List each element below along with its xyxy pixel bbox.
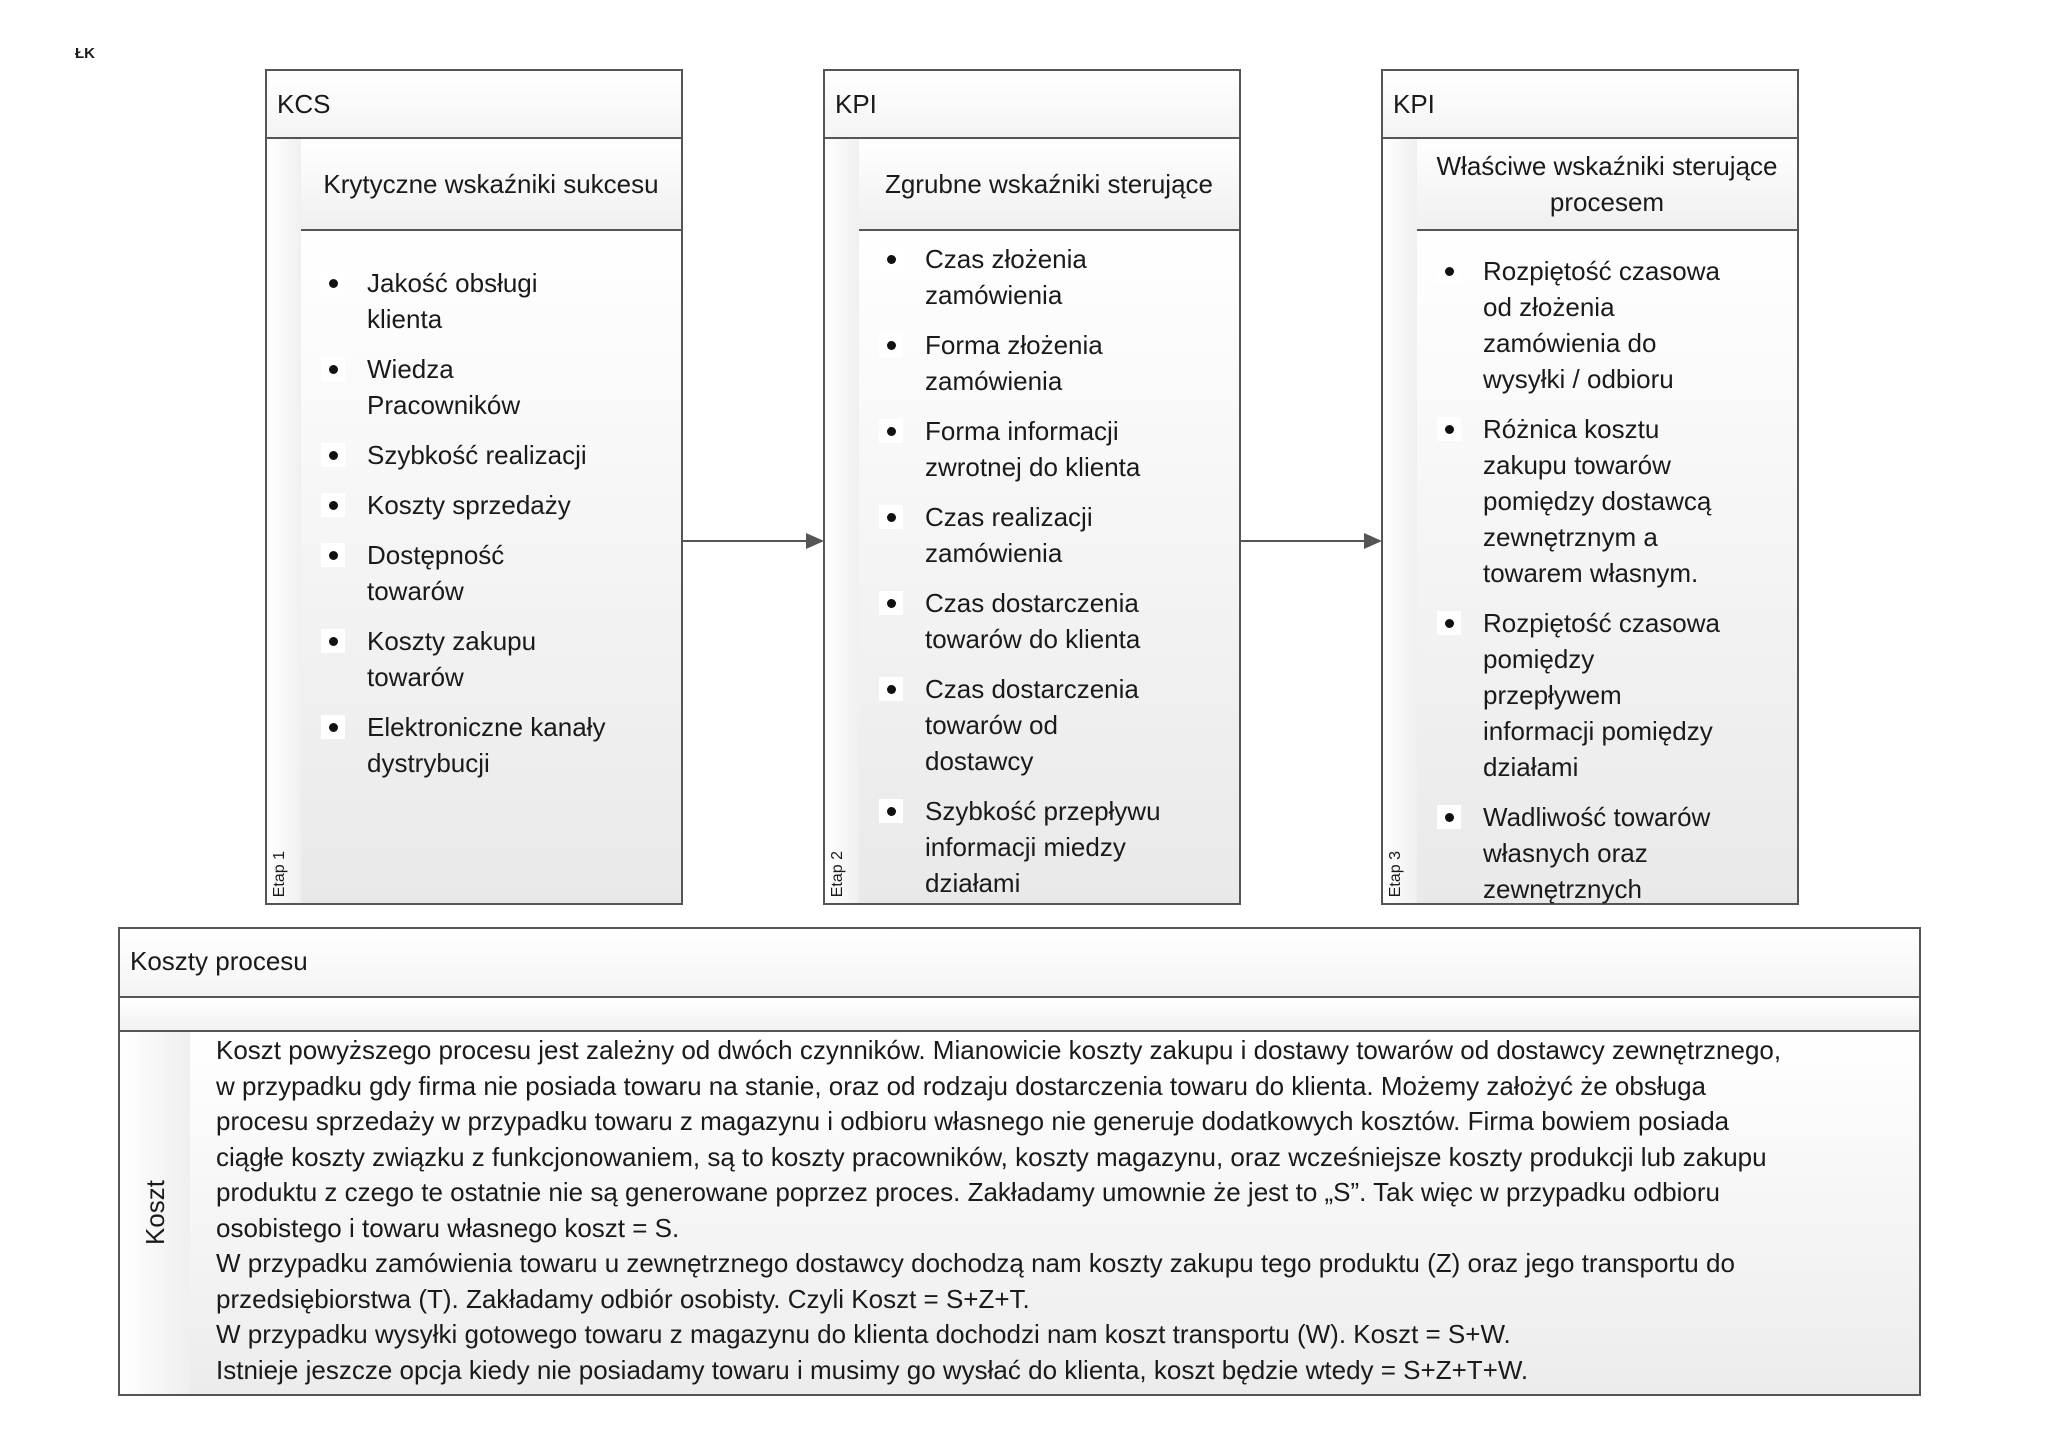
stage-3-body <box>1417 231 1797 903</box>
list-item-line: klienta <box>367 304 443 334</box>
cost-text-line: Istnieje jeszcze opcja kiedy nie posiadamy towaru i musimy go wysłać do klienta, koszt będzie wtedy = S+Z+T+W. <box>216 1354 1529 1385</box>
stage-2-box <box>823 69 1241 905</box>
list-item-line: dostawcy <box>925 746 1034 776</box>
list-item-line: pomiędzy dostawcą <box>1483 486 1712 516</box>
list-item <box>879 241 1231 313</box>
list-item-line: Pracowników <box>367 390 521 420</box>
list-item-line: Różnica kosztu <box>1483 414 1660 444</box>
bullet-icon <box>879 333 903 357</box>
cost-strip <box>120 998 1919 1032</box>
list-item-line: towarów do klienta <box>925 624 1141 654</box>
cost-text-line: w przypadku gdy firma nie posiada towaru na stanie, oraz od rodzaju dostarczenia towaru do klienta. Możemy założyć że obsługa <box>216 1070 1707 1101</box>
list-item <box>879 585 1231 657</box>
stage-3-subtitle-line: Właściwe wskaźniki sterujące <box>1436 151 1778 181</box>
stage-3-header: KPI <box>1383 71 1797 139</box>
list-item <box>321 487 673 523</box>
cost-header: Koszty procesu <box>120 929 1919 998</box>
bullet-icon <box>879 505 903 529</box>
bullet-icon <box>321 715 345 739</box>
list-item-line: od złożenia <box>1483 292 1615 322</box>
list-item <box>1437 253 1789 397</box>
cost-text-line: W przypadku zamówienia towaru u zewnętrznego dostawcy dochodzą nam koszty zakupu tego produktu (Z) oraz jego transportu do <box>216 1248 1735 1278</box>
list-item <box>1437 799 1789 907</box>
list-item-line: Forma informacji <box>925 416 1119 446</box>
stage-2-side-label: Etap 2 <box>829 850 846 897</box>
list-item-line: Wiedza <box>367 354 454 384</box>
cost-text-line: procesu sprzedaży w przypadku towaru z magazynu i odbioru własnego nie generuje dodatkowych kosztów. Firma bowiem posiada <box>216 1106 1730 1136</box>
list-item <box>1437 605 1789 785</box>
stage-3-subtitle-line: procesem <box>1549 187 1665 217</box>
list-item-line: zwrotnej do klienta <box>925 452 1141 482</box>
bullet-icon <box>879 591 903 615</box>
stage-1-subtitle: Krytyczne wskaźniki sukcesu <box>301 139 681 231</box>
list-item-line: Wadliwość towarów <box>1483 802 1711 832</box>
bullet-icon <box>1437 417 1461 441</box>
list-item <box>879 499 1231 571</box>
stage-3-list <box>1437 253 1789 907</box>
list-item <box>1437 411 1789 591</box>
stage-1-body <box>301 231 681 903</box>
stage-1-box <box>265 69 683 905</box>
flow-arrow-1 <box>683 528 824 554</box>
stage-2-body <box>859 231 1239 903</box>
arrow-head-icon <box>1364 533 1382 549</box>
cost-body <box>190 1032 1919 1394</box>
stage-3-box <box>1381 69 1799 905</box>
list-item-line: Forma złożenia <box>925 330 1103 360</box>
list-item-line: Elektroniczne kanały <box>367 712 606 742</box>
list-item <box>879 413 1231 485</box>
bullet-icon <box>1437 805 1461 829</box>
list-item-line: Koszty sprzedaży <box>367 490 571 520</box>
list-item-line: zewnętrznym a <box>1483 522 1658 552</box>
bullet-icon <box>321 271 345 295</box>
list-item-line: towarów od <box>925 710 1058 740</box>
corner-label: ŁK <box>75 45 95 62</box>
cost-side-label: Koszt <box>139 1180 170 1246</box>
list-item-line: zamówienia <box>925 538 1063 568</box>
list-item-line: dystrybucji <box>367 748 490 778</box>
list-item-line: Dostępność <box>367 540 505 570</box>
stage-3-side <box>1383 139 1419 903</box>
list-item-line: Szybkość realizacji <box>367 440 587 470</box>
list-item <box>321 351 673 423</box>
list-item-line: zamówienia <box>925 280 1063 310</box>
list-item-line: towarów <box>367 662 464 692</box>
stage-1-side <box>267 139 303 903</box>
list-item <box>879 671 1231 779</box>
bullet-icon <box>321 543 345 567</box>
list-item-line: wysyłki / odbioru <box>1483 364 1674 394</box>
bullet-icon <box>321 493 345 517</box>
stage-3-side-label: Etap 3 <box>1387 850 1404 897</box>
list-item-line: zakupu towarów <box>1483 450 1671 480</box>
stage-1-list <box>321 265 673 781</box>
list-item-line: zamówienia <box>925 366 1063 396</box>
list-item-line: towarem własnym. <box>1483 558 1699 588</box>
stage-2-side <box>825 139 861 903</box>
list-item-line: działami <box>925 868 1021 898</box>
stage-2-list <box>879 241 1231 901</box>
stage-1-header: KCS <box>267 71 681 139</box>
stage-3-subtitle <box>1417 139 1797 231</box>
bullet-icon <box>879 419 903 443</box>
list-item <box>879 327 1231 399</box>
stage-2-header: KPI <box>825 71 1239 139</box>
cost-side <box>120 1032 192 1394</box>
cost-text-line: W przypadku wysyłki gotowego towaru z magazynu do klienta dochodzi nam koszt transportu (W). Koszt = S+W. <box>216 1319 1511 1349</box>
cost-text-line: ciągłe koszty związku z funkcjonowaniem, są to koszty pracowników, koszty magazynu, oraz wcześniejsze koszty produkcji lub zakupu <box>216 1141 1767 1172</box>
list-item-line: informacji miedzy <box>925 832 1126 862</box>
list-item-line: zewnętrznych <box>1483 874 1642 904</box>
bullet-icon <box>321 357 345 381</box>
cost-text-line: produktu z czego te ostatnie nie są generowane poprzez proces. Zakładamy umownie że jest to „S”. Tak więc w przypadku odbioru <box>216 1177 1720 1207</box>
list-item-line: Czas złożenia <box>925 244 1087 274</box>
bullet-icon <box>879 677 903 701</box>
arrow-head-icon <box>806 533 824 549</box>
bullet-icon <box>879 247 903 271</box>
list-item <box>321 709 673 781</box>
cost-section <box>118 927 1921 1396</box>
list-item-line: własnych oraz <box>1483 838 1648 868</box>
list-item-line: zamówienia do <box>1483 328 1657 358</box>
cost-text-line: przedsiębiorstwa (T). Zakładamy odbiór osobisty. Czyli Koszt = S+Z+T. <box>216 1283 1030 1314</box>
list-item-line: informacji pomiędzy <box>1483 716 1713 746</box>
list-item <box>321 437 673 473</box>
list-item <box>321 537 673 609</box>
list-item <box>879 793 1231 901</box>
list-item-line: towarów <box>367 576 464 606</box>
list-item-line: Czas dostarczenia <box>925 588 1139 618</box>
list-item <box>321 623 673 695</box>
list-item <box>321 265 673 337</box>
flow-arrow-2 <box>1241 528 1382 554</box>
list-item-line: Rozpiętość czasowa <box>1483 608 1720 638</box>
list-item-line: działami <box>1483 752 1579 782</box>
list-item-line: Szybkość przepływu <box>925 796 1161 826</box>
cost-text-line: Koszt powyższego procesu jest zależny od dwóch czynników. Mianowicie koszty zakupu i dostawy towarów od dostawcy zewnętrznego, <box>216 1035 1782 1065</box>
list-item-line: pomiędzy <box>1483 644 1595 674</box>
list-item-line: Koszty zakupu <box>367 626 537 656</box>
list-item-line: Jakość obsługi <box>367 268 538 298</box>
bullet-icon <box>1437 259 1461 283</box>
bullet-icon <box>1437 611 1461 635</box>
list-item-line: Rozpiętość czasowa <box>1483 256 1720 286</box>
list-item-line: Czas realizacji <box>925 502 1093 532</box>
list-item-line: przepływem <box>1483 680 1622 710</box>
cost-text-line: osobistego i towaru własnego koszt = S. <box>216 1212 680 1243</box>
stage-1-side-label: Etap 1 <box>271 850 288 897</box>
bullet-icon <box>321 443 345 467</box>
bullet-icon <box>321 629 345 653</box>
list-item-line: Czas dostarczenia <box>925 674 1139 704</box>
bullet-icon <box>879 799 903 823</box>
stage-2-subtitle: Zgrubne wskaźniki sterujące <box>859 139 1239 231</box>
